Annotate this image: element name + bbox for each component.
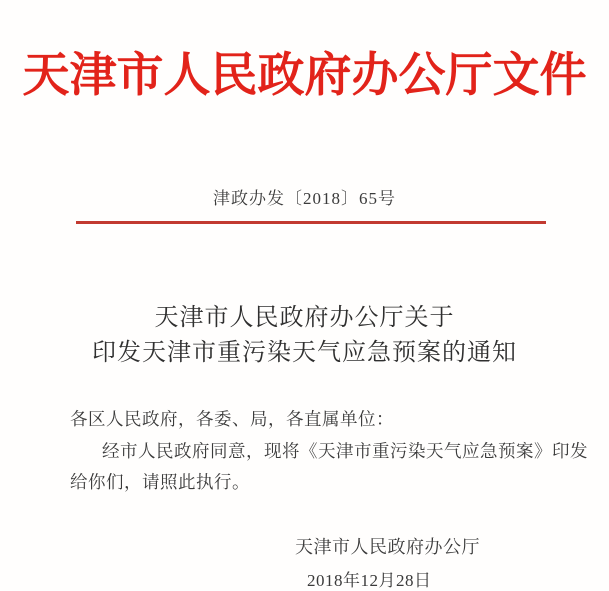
body-paragraph-line-1: 经市人民政府同意，现将《天津市重污染天气应急预案》印发 [102, 440, 588, 461]
red-divider-line [76, 221, 546, 224]
issuing-authority-signature: 天津市人民政府办公厅 [295, 537, 480, 557]
issue-date: 2018年12月28日 [307, 571, 432, 590]
document-number: 津政办发〔2018〕65号 [213, 189, 396, 208]
notice-title-line-1: 天津市人民政府办公厅关于 [154, 305, 455, 331]
body-paragraph-line-2: 给你们，请照此执行。 [70, 472, 250, 492]
notice-title-line-2: 印发天津市重污染天气应急预案的通知 [92, 340, 517, 366]
letterhead-title: 天津市人民政府办公厅文件 [22, 50, 587, 102]
notice-body [70, 404, 588, 499]
salutation-line: 各区人民政府，各委、局，各直属单位： [70, 409, 394, 429]
notice-title [0, 301, 609, 371]
